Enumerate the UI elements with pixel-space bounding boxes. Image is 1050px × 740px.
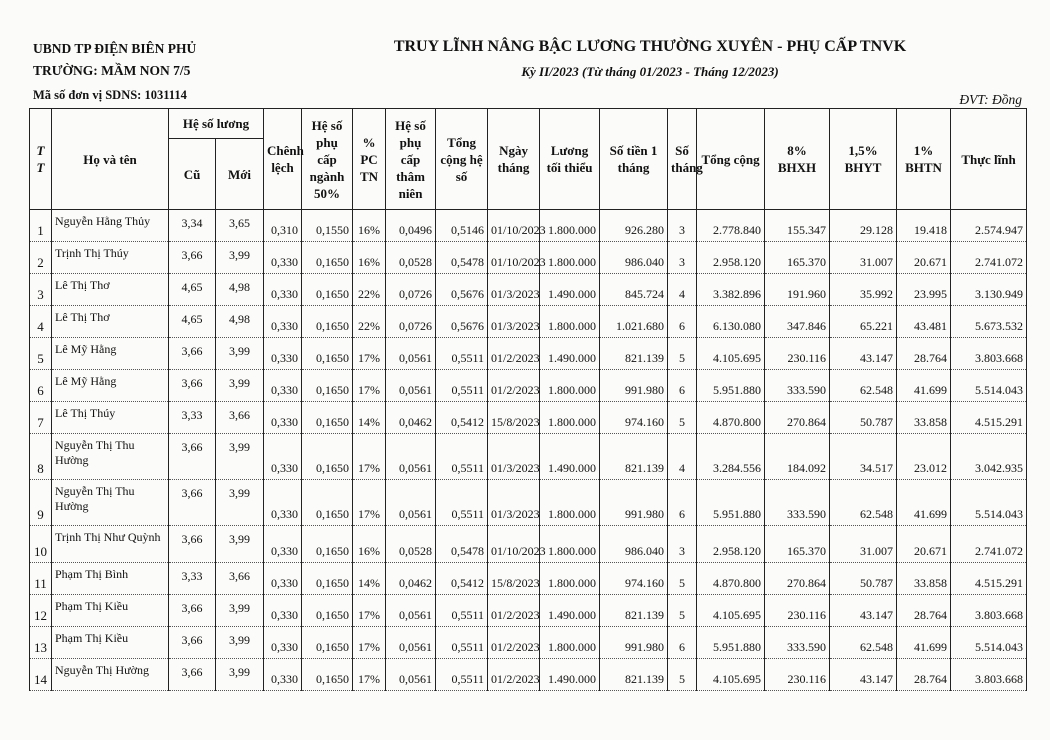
- seniority-coef-cell: 0,0561: [386, 659, 436, 691]
- min-wage-cell: 1.800.000: [540, 242, 600, 274]
- coef-new-cell: 4,98: [216, 306, 264, 338]
- total-coef-cell: 0,5478: [436, 242, 488, 274]
- table-row: [30, 563, 1027, 595]
- net-amount-cell: 2.741.072: [951, 526, 1027, 563]
- amount-per-month-cell: 845.724: [600, 274, 668, 306]
- allowance-coef-cell: 0,1650: [302, 242, 353, 274]
- table-row: [30, 595, 1027, 627]
- allowance-pct-cell: 17%: [353, 338, 386, 370]
- table-row: [30, 526, 1027, 563]
- bhxh-amount-cell: 184.092: [765, 434, 830, 480]
- allowance-coef-cell: 0,1550: [302, 210, 353, 242]
- seniority-coef-cell: 0,0726: [386, 306, 436, 338]
- seniority-coef-cell: 0,0561: [386, 627, 436, 659]
- total-amount-cell: 4.870.800: [697, 402, 765, 434]
- bhxh-amount-cell: 333.590: [765, 370, 830, 402]
- effective-date-cell: 01/2/2023: [488, 595, 540, 627]
- allowance-pct-cell: 17%: [353, 659, 386, 691]
- effective-date-cell: 01/3/2023: [488, 480, 540, 526]
- coef-old-cell: 3,66: [169, 526, 216, 563]
- min-wage-cell: 1.490.000: [540, 338, 600, 370]
- total-amount-cell: 5.951.880: [697, 480, 765, 526]
- net-amount-cell: 5.514.043: [951, 370, 1027, 402]
- table-row: [30, 210, 1027, 242]
- coef-new-cell: 3,99: [216, 659, 264, 691]
- amount-per-month-cell: 926.280: [600, 210, 668, 242]
- seniority-coef-cell: 0,0462: [386, 563, 436, 595]
- salary-table: [29, 108, 1027, 691]
- table-row: [30, 306, 1027, 338]
- row-number-cell: 8: [30, 434, 52, 480]
- months-count-cell: 3: [668, 526, 697, 563]
- bhxh-amount-cell: 270.864: [765, 563, 830, 595]
- bhyt-amount-cell: 62.548: [830, 627, 897, 659]
- header-bhxh: 8% BHXH: [765, 109, 830, 210]
- bhtn-amount-cell: 28.764: [897, 595, 951, 627]
- total-amount-cell: 4.105.695: [697, 595, 765, 627]
- header-date: Ngày tháng: [488, 109, 540, 210]
- total-coef-cell: 0,5146: [436, 210, 488, 242]
- allowance-pct-cell: 17%: [353, 370, 386, 402]
- bhtn-amount-cell: 41.699: [897, 370, 951, 402]
- total-coef-cell: 0,5511: [436, 480, 488, 526]
- allowance-coef-cell: 0,1650: [302, 370, 353, 402]
- bhxh-amount-cell: 165.370: [765, 242, 830, 274]
- table-row: [30, 480, 1027, 526]
- bhxh-amount-cell: 230.116: [765, 338, 830, 370]
- employee-name-cell: Lê Thị Thúy: [52, 402, 169, 434]
- months-count-cell: 6: [668, 480, 697, 526]
- coef-diff-cell: 0,330: [264, 370, 302, 402]
- bhtn-amount-cell: 23.012: [897, 434, 951, 480]
- months-count-cell: 5: [668, 563, 697, 595]
- total-coef-cell: 0,5511: [436, 659, 488, 691]
- currency-unit: ĐVT: Đồng: [959, 92, 1022, 107]
- coef-diff-cell: 0,330: [264, 480, 302, 526]
- total-amount-cell: 6.130.080: [697, 306, 765, 338]
- total-amount-cell: 3.382.896: [697, 274, 765, 306]
- header-diff: Chênh lệch: [264, 109, 302, 210]
- min-wage-cell: 1.800.000: [540, 210, 600, 242]
- allowance-coef-cell: 0,1650: [302, 338, 353, 370]
- employee-name-cell: Phạm Thị Kiều: [52, 627, 169, 659]
- min-wage-cell: 1.800.000: [540, 563, 600, 595]
- employee-name-cell: Nguyễn Thị Thu Hường: [52, 480, 169, 526]
- row-number-cell: 6: [30, 370, 52, 402]
- total-amount-cell: 5.951.880: [697, 370, 765, 402]
- header-total-coef: Tổng cộng hệ số: [436, 109, 488, 210]
- coef-new-cell: 3,99: [216, 434, 264, 480]
- seniority-coef-cell: 0,0528: [386, 242, 436, 274]
- months-count-cell: 3: [668, 210, 697, 242]
- effective-date-cell: 01/10/2023: [488, 526, 540, 563]
- months-count-cell: 5: [668, 659, 697, 691]
- effective-date-cell: 01/2/2023: [488, 627, 540, 659]
- min-wage-cell: 1.800.000: [540, 627, 600, 659]
- coef-diff-cell: 0,330: [264, 274, 302, 306]
- total-coef-cell: 0,5511: [436, 338, 488, 370]
- amount-per-month-cell: 991.980: [600, 370, 668, 402]
- header-pct: % PC TN: [353, 109, 386, 210]
- allowance-coef-cell: 0,1650: [302, 563, 353, 595]
- coef-new-cell: 3,99: [216, 595, 264, 627]
- amount-per-month-cell: 1.021.680: [600, 306, 668, 338]
- net-amount-cell: 5.673.532: [951, 306, 1027, 338]
- total-coef-cell: 0,5412: [436, 402, 488, 434]
- total-coef-cell: 0,5511: [436, 627, 488, 659]
- coef-new-cell: 3,99: [216, 338, 264, 370]
- effective-date-cell: 01/10/2023: [488, 210, 540, 242]
- amount-per-month-cell: 986.040: [600, 242, 668, 274]
- coef-old-cell: 3,33: [169, 402, 216, 434]
- allowance-coef-cell: 0,1650: [302, 480, 353, 526]
- allowance-pct-cell: 16%: [353, 526, 386, 563]
- months-count-cell: 6: [668, 370, 697, 402]
- total-coef-cell: 0,5511: [436, 595, 488, 627]
- coef-diff-cell: 0,330: [264, 338, 302, 370]
- allowance-pct-cell: 17%: [353, 595, 386, 627]
- bhxh-amount-cell: 191.960: [765, 274, 830, 306]
- amount-per-month-cell: 821.139: [600, 434, 668, 480]
- bhtn-amount-cell: 33.858: [897, 402, 951, 434]
- min-wage-cell: 1.490.000: [540, 595, 600, 627]
- seniority-coef-cell: 0,0561: [386, 338, 436, 370]
- coef-new-cell: 3,99: [216, 627, 264, 659]
- document-title: TRUY LĨNH NÂNG BẬC LƯƠNG THƯỜNG XUYÊN - PHỤ CẤP TNVK: [393, 38, 907, 55]
- effective-date-cell: 01/3/2023: [488, 274, 540, 306]
- coef-new-cell: 3,66: [216, 563, 264, 595]
- amount-per-month-cell: 991.980: [600, 627, 668, 659]
- amount-per-month-cell: 974.160: [600, 563, 668, 595]
- total-amount-cell: 4.870.800: [697, 563, 765, 595]
- header-tt: T T: [30, 109, 52, 210]
- table-row: [30, 242, 1027, 274]
- allowance-pct-cell: 14%: [353, 402, 386, 434]
- allowance-coef-cell: 0,1650: [302, 659, 353, 691]
- employee-name-cell: Lê Thị Thơ: [52, 306, 169, 338]
- bhtn-amount-cell: 28.764: [897, 659, 951, 691]
- net-amount-cell: 3.803.668: [951, 595, 1027, 627]
- bhxh-amount-cell: 270.864: [765, 402, 830, 434]
- coef-old-cell: 3,34: [169, 210, 216, 242]
- allowance-coef-cell: 0,1650: [302, 627, 353, 659]
- allowance-coef-cell: 0,1650: [302, 306, 353, 338]
- row-number-cell: 4: [30, 306, 52, 338]
- bhyt-amount-cell: 34.517: [830, 434, 897, 480]
- table-row: [30, 627, 1027, 659]
- amount-per-month-cell: 991.980: [600, 480, 668, 526]
- effective-date-cell: 01/3/2023: [488, 306, 540, 338]
- total-amount-cell: 2.778.840: [697, 210, 765, 242]
- seniority-coef-cell: 0,0561: [386, 595, 436, 627]
- amount-per-month-cell: 821.139: [600, 338, 668, 370]
- table-row: [30, 402, 1027, 434]
- coef-old-cell: 3,66: [169, 627, 216, 659]
- employee-name-cell: Lê Thị Thơ: [52, 274, 169, 306]
- row-number-cell: 2: [30, 242, 52, 274]
- total-amount-cell: 3.284.556: [697, 434, 765, 480]
- effective-date-cell: 01/2/2023: [488, 370, 540, 402]
- coef-old-cell: 4,65: [169, 306, 216, 338]
- allowance-pct-cell: 22%: [353, 306, 386, 338]
- total-coef-cell: 0,5676: [436, 306, 488, 338]
- bhyt-amount-cell: 43.147: [830, 338, 897, 370]
- bhxh-amount-cell: 165.370: [765, 526, 830, 563]
- allowance-coef-cell: 0,1650: [302, 526, 353, 563]
- coef-new-cell: 3,99: [216, 370, 264, 402]
- coef-new-cell: 3,66: [216, 402, 264, 434]
- employee-name-cell: Lê Mỹ Hằng: [52, 370, 169, 402]
- effective-date-cell: 01/2/2023: [488, 659, 540, 691]
- employee-name-cell: Nguyễn Hằng Thủy: [52, 210, 169, 242]
- total-coef-cell: 0,5412: [436, 563, 488, 595]
- header-months: Số tháng: [668, 109, 697, 210]
- total-coef-cell: 0,5511: [436, 370, 488, 402]
- bhyt-amount-cell: 50.787: [830, 563, 897, 595]
- header-coef-new: Mới: [216, 139, 264, 210]
- coef-diff-cell: 0,330: [264, 526, 302, 563]
- bhtn-amount-cell: 19.418: [897, 210, 951, 242]
- employee-name-cell: Phạm Thị Bình: [52, 563, 169, 595]
- bhyt-amount-cell: 31.007: [830, 526, 897, 563]
- allowance-pct-cell: 17%: [353, 434, 386, 480]
- coef-new-cell: 3,99: [216, 526, 264, 563]
- net-amount-cell: 3.042.935: [951, 434, 1027, 480]
- min-wage-cell: 1.800.000: [540, 370, 600, 402]
- effective-date-cell: 01/3/2023: [488, 434, 540, 480]
- seniority-coef-cell: 0,0496: [386, 210, 436, 242]
- net-amount-cell: 2.741.072: [951, 242, 1027, 274]
- employee-name-cell: Nguyễn Thị Hường: [52, 659, 169, 691]
- months-count-cell: 5: [668, 595, 697, 627]
- row-number-cell: 12: [30, 595, 52, 627]
- net-amount-cell: 5.514.043: [951, 627, 1027, 659]
- allowance-coef-cell: 0,1650: [302, 595, 353, 627]
- bhyt-amount-cell: 35.992: [830, 274, 897, 306]
- bhtn-amount-cell: 20.671: [897, 242, 951, 274]
- header-bhtn: 1% BHTN: [897, 109, 951, 210]
- months-count-cell: 6: [668, 306, 697, 338]
- total-coef-cell: 0,5676: [436, 274, 488, 306]
- seniority-coef-cell: 0,0561: [386, 480, 436, 526]
- row-number-cell: 10: [30, 526, 52, 563]
- header-min-wage: Lương tối thiểu: [540, 109, 600, 210]
- months-count-cell: 4: [668, 434, 697, 480]
- header-per-month: Số tiền 1 tháng: [600, 109, 668, 210]
- net-amount-cell: 5.514.043: [951, 480, 1027, 526]
- coef-new-cell: 3,99: [216, 242, 264, 274]
- row-number-cell: 1: [30, 210, 52, 242]
- seniority-coef-cell: 0,0561: [386, 370, 436, 402]
- bhyt-amount-cell: 31.007: [830, 242, 897, 274]
- header-total: Tổng cộng: [697, 109, 765, 210]
- coef-diff-cell: 0,330: [264, 627, 302, 659]
- header-seniority: Hệ số phụ cấp thâm niên: [386, 109, 436, 210]
- table-row: [30, 338, 1027, 370]
- total-coef-cell: 0,5478: [436, 526, 488, 563]
- seniority-coef-cell: 0,0561: [386, 434, 436, 480]
- allowance-pct-cell: 17%: [353, 480, 386, 526]
- bhyt-amount-cell: 50.787: [830, 402, 897, 434]
- effective-date-cell: 01/2/2023: [488, 338, 540, 370]
- header-net: Thực lĩnh: [951, 109, 1027, 210]
- header-coef-group: Hệ số lương: [169, 109, 264, 139]
- row-number-cell: 11: [30, 563, 52, 595]
- bhtn-amount-cell: 28.764: [897, 338, 951, 370]
- header-bhyt: 1,5% BHYT: [830, 109, 897, 210]
- effective-date-cell: 01/10/2023: [488, 242, 540, 274]
- amount-per-month-cell: 974.160: [600, 402, 668, 434]
- employee-name-cell: Phạm Thị Kiều: [52, 595, 169, 627]
- seniority-coef-cell: 0,0726: [386, 274, 436, 306]
- months-count-cell: 6: [668, 627, 697, 659]
- bhyt-amount-cell: 29.128: [830, 210, 897, 242]
- bhyt-amount-cell: 62.548: [830, 480, 897, 526]
- coef-diff-cell: 0,330: [264, 402, 302, 434]
- effective-date-cell: 15/8/2023: [488, 402, 540, 434]
- amount-per-month-cell: 821.139: [600, 659, 668, 691]
- total-amount-cell: 4.105.695: [697, 659, 765, 691]
- org-line-1: UBND TP ĐIỆN BIÊN PHỦ: [33, 41, 197, 56]
- allowance-pct-cell: 22%: [353, 274, 386, 306]
- coef-old-cell: 3,66: [169, 242, 216, 274]
- bhxh-amount-cell: 347.846: [765, 306, 830, 338]
- coef-diff-cell: 0,330: [264, 306, 302, 338]
- amount-per-month-cell: 986.040: [600, 526, 668, 563]
- allowance-coef-cell: 0,1650: [302, 274, 353, 306]
- coef-old-cell: 3,66: [169, 338, 216, 370]
- coef-diff-cell: 0,310: [264, 210, 302, 242]
- bhxh-amount-cell: 333.590: [765, 480, 830, 526]
- header-name: Họ và tên: [52, 109, 169, 210]
- bhtn-amount-cell: 41.699: [897, 627, 951, 659]
- months-count-cell: 5: [668, 338, 697, 370]
- total-amount-cell: 4.105.695: [697, 338, 765, 370]
- min-wage-cell: 1.490.000: [540, 434, 600, 480]
- total-amount-cell: 2.958.120: [697, 526, 765, 563]
- net-amount-cell: 3.130.949: [951, 274, 1027, 306]
- coef-old-cell: 3,33: [169, 563, 216, 595]
- allowance-coef-cell: 0,1650: [302, 402, 353, 434]
- net-amount-cell: 4.515.291: [951, 402, 1027, 434]
- row-number-cell: 5: [30, 338, 52, 370]
- seniority-coef-cell: 0,0462: [386, 402, 436, 434]
- row-number-cell: 13: [30, 627, 52, 659]
- effective-date-cell: 15/8/2023: [488, 563, 540, 595]
- header-coef-old: Cũ: [169, 139, 216, 210]
- amount-per-month-cell: 821.139: [600, 595, 668, 627]
- allowance-coef-cell: 0,1650: [302, 434, 353, 480]
- min-wage-cell: 1.490.000: [540, 659, 600, 691]
- total-coef-cell: 0,5511: [436, 434, 488, 480]
- table-row: [30, 659, 1027, 691]
- coef-old-cell: 3,66: [169, 434, 216, 480]
- row-number-cell: 3: [30, 274, 52, 306]
- employee-name-cell: Trịnh Thị Thúy: [52, 242, 169, 274]
- bhxh-amount-cell: 155.347: [765, 210, 830, 242]
- coef-new-cell: 3,99: [216, 480, 264, 526]
- row-number-cell: 14: [30, 659, 52, 691]
- min-wage-cell: 1.800.000: [540, 402, 600, 434]
- min-wage-cell: 1.800.000: [540, 526, 600, 563]
- min-wage-cell: 1.800.000: [540, 306, 600, 338]
- allowance-pct-cell: 14%: [353, 563, 386, 595]
- bhyt-amount-cell: 43.147: [830, 659, 897, 691]
- coef-new-cell: 3,65: [216, 210, 264, 242]
- coef-diff-cell: 0,330: [264, 242, 302, 274]
- months-count-cell: 4: [668, 274, 697, 306]
- employee-name-cell: Trịnh Thị Như Quỳnh: [52, 526, 169, 563]
- allowance-pct-cell: 16%: [353, 242, 386, 274]
- total-amount-cell: 5.951.880: [697, 627, 765, 659]
- coef-old-cell: 3,66: [169, 480, 216, 526]
- min-wage-cell: 1.800.000: [540, 480, 600, 526]
- document-subtitle: Kỳ II/2023 (Từ tháng 01/2023 - Tháng 12/2023): [521, 64, 779, 79]
- bhxh-amount-cell: 230.116: [765, 595, 830, 627]
- allowance-pct-cell: 16%: [353, 210, 386, 242]
- seniority-coef-cell: 0,0528: [386, 526, 436, 563]
- bhxh-amount-cell: 230.116: [765, 659, 830, 691]
- org-block: [33, 38, 196, 82]
- months-count-cell: 5: [668, 402, 697, 434]
- allowance-pct-cell: 17%: [353, 627, 386, 659]
- coef-diff-cell: 0,330: [264, 434, 302, 480]
- min-wage-cell: 1.490.000: [540, 274, 600, 306]
- net-amount-cell: 3.803.668: [951, 659, 1027, 691]
- coef-old-cell: 3,66: [169, 659, 216, 691]
- coef-diff-cell: 0,330: [264, 563, 302, 595]
- bhyt-amount-cell: 65.221: [830, 306, 897, 338]
- coef-new-cell: 4,98: [216, 274, 264, 306]
- employee-name-cell: Nguyễn Thị Thu Hường: [52, 434, 169, 480]
- net-amount-cell: 4.515.291: [951, 563, 1027, 595]
- bhtn-amount-cell: 20.671: [897, 526, 951, 563]
- row-number-cell: 7: [30, 402, 52, 434]
- org-line-2: TRƯỜNG: MẦM NON 7/5: [33, 63, 191, 78]
- total-amount-cell: 2.958.120: [697, 242, 765, 274]
- bhtn-amount-cell: 23.995: [897, 274, 951, 306]
- header-allowance: Hệ số phụ cấp ngành 50%: [302, 109, 353, 210]
- table-body: [30, 210, 1027, 691]
- bhyt-amount-cell: 43.147: [830, 595, 897, 627]
- coef-old-cell: 3,66: [169, 595, 216, 627]
- bhtn-amount-cell: 41.699: [897, 480, 951, 526]
- table-row: [30, 434, 1027, 480]
- coef-old-cell: 4,65: [169, 274, 216, 306]
- coef-diff-cell: 0,330: [264, 659, 302, 691]
- coef-old-cell: 3,66: [169, 370, 216, 402]
- bhtn-amount-cell: 43.481: [897, 306, 951, 338]
- bhyt-amount-cell: 62.548: [830, 370, 897, 402]
- employee-name-cell: Lê Mỹ Hằng: [52, 338, 169, 370]
- bhxh-amount-cell: 333.590: [765, 627, 830, 659]
- net-amount-cell: 2.574.947: [951, 210, 1027, 242]
- net-amount-cell: 3.803.668: [951, 338, 1027, 370]
- months-count-cell: 3: [668, 242, 697, 274]
- unit-code: Mã số đơn vị SDNS: 1031114: [33, 88, 187, 102]
- row-number-cell: 9: [30, 480, 52, 526]
- bhtn-amount-cell: 33.858: [897, 563, 951, 595]
- table-row: [30, 274, 1027, 306]
- table-row: [30, 370, 1027, 402]
- coef-diff-cell: 0,330: [264, 595, 302, 627]
